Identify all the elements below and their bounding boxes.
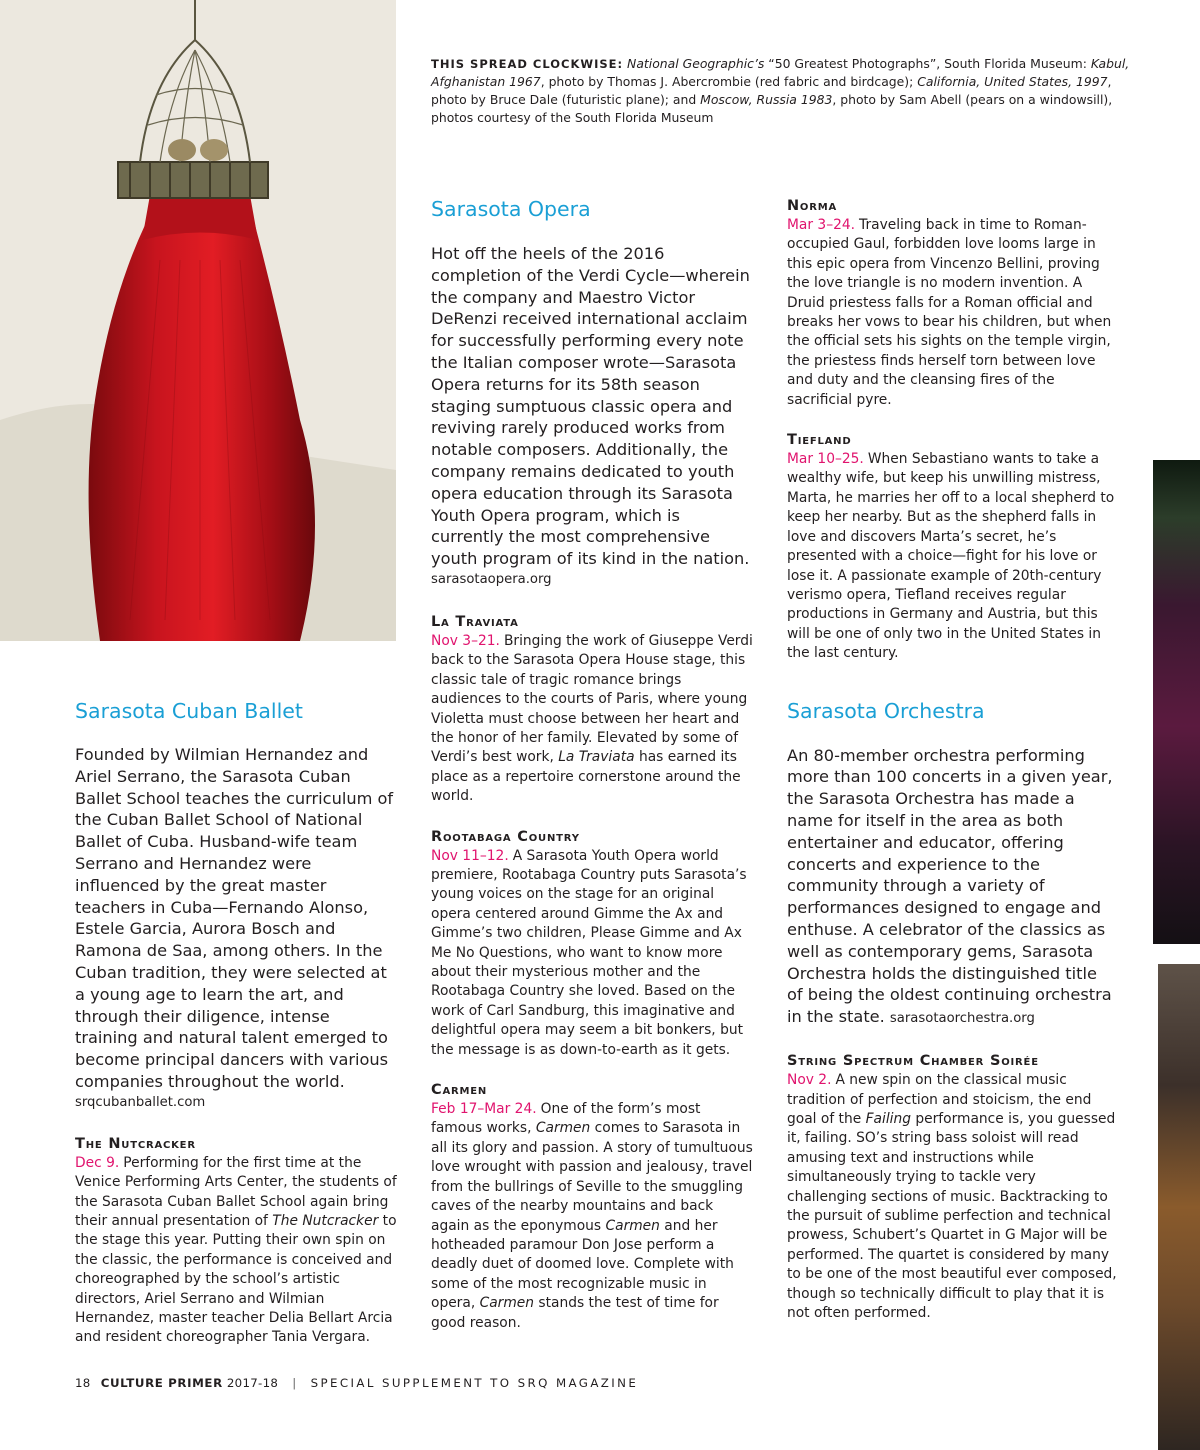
cuban-ballet-section <box>75 698 397 1348</box>
event-part: to the stage this year. Putting their own spin on the classic, the performance is conceived and choreographed by the school’s artistic directors, Ariel Serrano and Wilmian Hernandez, master teacher Delia Bellart Arcia and resident choreographer Tania Vergara. <box>75 1212 397 1346</box>
event-part: Bringing the work of Giuseppe Verdi back to the Sarasota Opera House stage, this classic tale of tragic romance brings audiences to the courts of Paris, where young Violetta must choose between her heart and the honor of her family. Elevated by some of Verdi’s best work, <box>431 632 753 766</box>
event-text-la-traviata <box>431 632 753 807</box>
caption-part: , photo by Sam Abell (pears on a windowsill), photos courtesy of the South Florida Museum <box>431 92 1113 125</box>
event-part: Performing for the first time at the Venice Performing Arts Center, the students of the Sarasota Cuban Ballet School again bring their annual presentation of <box>75 1154 397 1229</box>
event-text-tiefland <box>787 450 1117 663</box>
orchestra-intro-text: An 80-member orchestra performing more than 100 concerts in a given year, the Sarasota Orchestra has made a name for itself in the area as both entertainer and educator, offering concerts and experience to the community through a variety of performances designed to engage and enthuse. A celebrator of the classics as well as contemporary gems, Sarasota Orchestra holds the distinguished title of being the oldest continuing orchestra in the state. <box>787 745 1113 1027</box>
event-part: has earned its place as a repertoire cornerstone around the world. <box>431 749 741 805</box>
event-text-rootabaga-country <box>431 847 753 1060</box>
cuban-ballet-intro: Founded by Wilmian Hernandez and Ariel Serrano, the Sarasota Cuban Ballet School teaches the curriculum of the Cuban Ballet School of National Ballet of Cuba. Husband-wife team Serrano and Hernandez were influenced by the great master teachers in Cuba—Fernando Alonso, Estele Garcia, Aurora Bosch and Ramona de Saa, among others. In the Cuban tradition, they were selected at a young age to learn the art, and through their diligence, intense training and natural talent emerged to become principal dancers with various companies throughout the world. <box>75 745 394 1091</box>
event-title-rootabaga-country: Rootabaga Country <box>431 828 580 845</box>
event-text-norma <box>787 216 1117 410</box>
caption-part: Kabul, Afghanistan 1967 <box>431 56 1130 89</box>
page-number: 18 <box>75 1376 91 1390</box>
event-date: Dec 9. <box>75 1154 120 1171</box>
event-title-carmen: Carmen <box>431 1082 488 1099</box>
caption-part: , photo by Thomas J. Abercrombie (red fabric and birdcage); <box>540 74 918 89</box>
event-title-norma: Norma <box>787 198 838 214</box>
caption-part: “50 Greatest Photographs”, South Florida Museum: <box>764 56 1091 71</box>
orchestra-heading: Sarasota Orchestra <box>787 698 985 723</box>
event-part: performance is, you guessed it, failing. SO’s string bass soloist will read amusing text and instructions while simultaneously trying to tackle very challenging sections of music. Backtracking to the pursuit of sublime perfection and technical prowess, Schubert’s Quartet in G Major will be performed. The quartet is considered by many to be one of the most beautiful ever composed, though so technically difficult to play that it is not often performed. <box>787 1110 1117 1321</box>
event-text-carmen <box>431 1100 753 1333</box>
event-part: When Sebastiano wants to take a wealthy wife, but keep his unwilling mistress, Marta, he marries her off to a local shepherd to keep her nearby. But as the shepherd falls in love and discovers Marta’s secret, he’s presented with a choice—fight for his love or lose it. A passionate example of 20th-century verismo opera, Tiefland receives regular productions in Germany and Austria, but this will be one of only two in the United States in the last century. <box>787 451 1115 662</box>
event-text-string-spectrum <box>787 1071 1117 1323</box>
caption-part: National Geographic’s <box>627 56 765 71</box>
publication-year: 2017-18 <box>226 1376 279 1390</box>
event-part: Carmen <box>479 1295 535 1312</box>
event-date: Nov 3–21. <box>431 632 500 649</box>
event-part: and her hotheaded paramour Don Jose perform a deadly duet of doomed love. Complete with some of the most recognizable music in opera, <box>431 1217 734 1312</box>
event-part: A Sarasota Youth Opera world premiere, Rootabaga Country puts Sarasota’s young voices on the stage for an original opera centered around Gimme the Ax and Gimme’s two children, Please Gimme and Ax Me No Questions, who want to know more about their mysterious mother and the Rootabaga Country she loved. Based on the work of Carl Sandburg, this imaginative and delightful opera may seem a bit bonkers, but the message is as down-to-earth as it gets. <box>431 847 747 1058</box>
photo-caption <box>431 55 1131 127</box>
footer-separator: | <box>292 1376 297 1390</box>
event-text-nutcracker <box>75 1154 397 1348</box>
cuban-ballet-heading: Sarasota Cuban Ballet <box>75 699 303 723</box>
event-part: A new spin on the classical music tradition of perfection and stoicism, the end goal of the <box>787 1072 1092 1127</box>
event-part: One of the form’s most famous works, <box>431 1101 701 1137</box>
caption-lead: THIS SPREAD CLOCKWISE: <box>431 57 624 71</box>
event-part: The Nutcracker <box>272 1212 379 1229</box>
event-part: stands the test of time for good reason. <box>431 1295 719 1331</box>
event-date: Nov 2. <box>787 1072 832 1089</box>
event-date: Feb 17–Mar 24. <box>431 1101 537 1118</box>
cuban-ballet-url[interactable]: srqcubanballet.com <box>75 1094 206 1110</box>
caption-part: California, United States, 1997 <box>917 74 1108 89</box>
event-date: Nov 11–12. <box>431 847 509 864</box>
event-part: La Traviata <box>558 749 635 766</box>
orchestra-url[interactable]: sarasotaorchestra.org <box>889 1011 1035 1027</box>
photo-pears-windowsill-crop <box>1158 964 1200 1450</box>
caption-part: , photo by Bruce Dale (futuristic plane); and <box>431 74 1112 107</box>
event-part: Traveling back in time to Roman-occupied Gaul, forbidden love looms large in this epic opera from Vincenzo Bellini, proving the love triangle is no modern invention. A Druid priestess falls for a Roman official and breaks her vows to bear his children, but when the official sets his sights on the temple virgin, the priestess finds herself torn between love and duty and the cleansing fires of the sacrificial pyre. <box>787 217 1112 408</box>
opera-orchestra-section <box>787 196 1117 1323</box>
opera-section <box>431 196 753 1333</box>
event-title-string-spectrum: String Spectrum Chamber Soirée <box>787 1053 1039 1070</box>
page-footer <box>75 1376 638 1390</box>
opera-intro: Hot off the heels of the 2016 completion of the Verdi Cycle—wherein the company and Maestro Victor DeRenzi received international acclaim for successfully performing every note the Italian composer wrote—Sarasota Opera returns for its 58th season staging sumptuous classic opera and reviving rarely produced works from notable composers. Additionally, the company remains dedicated to youth opera education through its Sarasota Youth Opera program, which is currently the most comprehensive youth program of its kind in the nation. <box>431 244 750 569</box>
event-part: Carmen <box>535 1120 591 1137</box>
opera-url[interactable]: sarasotaopera.org <box>431 571 552 587</box>
orchestra-intro <box>787 745 1117 1030</box>
event-date: Mar 10–25. <box>787 451 864 468</box>
event-date: Mar 3–24. <box>787 217 856 233</box>
supplement-label: SPECIAL SUPPLEMENT TO SRQ MAGAZINE <box>310 1376 639 1390</box>
publication-title: CULTURE PRIMER <box>100 1376 223 1390</box>
event-title-la-traviata: La Traviata <box>431 613 519 630</box>
opera-heading: Sarasota Opera <box>431 197 591 221</box>
photo-illustration <box>0 0 396 641</box>
event-title-nutcracker: The Nutcracker <box>75 1135 196 1152</box>
caption-part: Moscow, Russia 1983 <box>700 92 833 107</box>
event-title-tiefland: Tiefland <box>787 432 852 449</box>
event-part: Failing <box>865 1110 911 1127</box>
photo-futuristic-plane-crop <box>1153 460 1200 944</box>
event-part: comes to Sarasota in all its glory and passion. A story of tumultuous love wrought with passion and jealousy, travel from the bullrings of Seville to the smuggling caves of the nearby mountains and back again as the eponymous <box>431 1120 753 1234</box>
photo-red-burqa-birdcage <box>0 0 396 641</box>
event-part: Carmen <box>605 1217 660 1234</box>
